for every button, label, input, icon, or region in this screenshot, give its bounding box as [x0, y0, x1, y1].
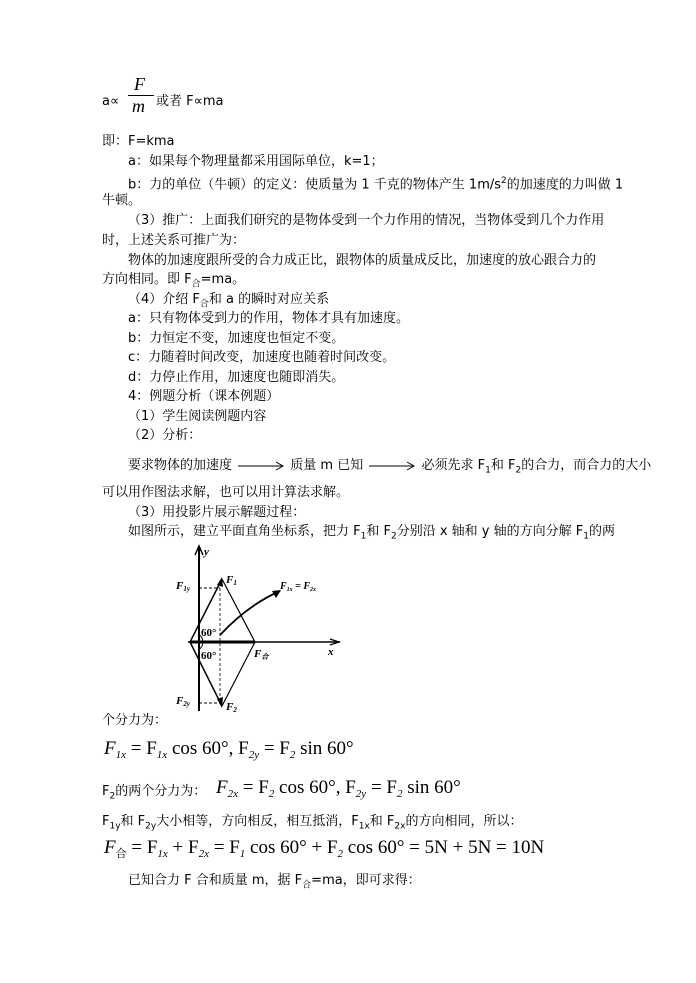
fraction-denominator: m [132, 96, 145, 116]
text-line-25-e: 的方向相同，所以： [405, 814, 523, 829]
label-resultant: F合 [254, 648, 269, 661]
text-line-21: 个分力为： [102, 713, 168, 728]
label-angle-bottom: 60° [201, 650, 217, 662]
curved-pointer [220, 591, 280, 635]
text-line-17-c: 必须先求 F [421, 458, 486, 473]
text-line-3-b: 的加速度的力叫做 1 [506, 177, 624, 193]
force-decomposition-diagram [168, 543, 348, 713]
text-line-7: 物体的加速度跟所受的合力成正比，跟物体的质量成反比，加速度的放心跟合力的 [128, 253, 597, 268]
text-line-15: （1）学生阅读例题内容 [128, 409, 267, 424]
eq3-part-e: cos 60° + F [245, 837, 338, 858]
label-equal-components: $F_{1x} = F_{2x}$ [280, 581, 317, 593]
text-line-17-e: 的合力，而合力的大小 [521, 458, 652, 473]
text-line-13: d：力停止作用，加速度也随即消失。 [128, 370, 345, 385]
text-line-14: 4：例题分析（课本例题） [128, 389, 280, 404]
parallelogram-side-bottom [222, 642, 255, 706]
text-line-8-sub: 合 [191, 279, 201, 290]
eq1-sub-c: 2y [248, 749, 260, 761]
eq2-sub-d: 2 [396, 788, 403, 800]
text-line-25-d: 和 F [369, 814, 395, 829]
eq3-sub-d: 1 [239, 848, 246, 860]
text-line-23-a: F [102, 784, 110, 799]
eq2-part-e: sin 60° [402, 777, 461, 798]
text-line-3 [128, 172, 623, 194]
label-x: x [328, 646, 334, 658]
label-f1: F1 [226, 574, 237, 587]
formula-suffix: 或者 F∝ma [156, 94, 224, 109]
text-line-20-b: 和 F [366, 524, 391, 539]
formula-proportional [102, 93, 119, 111]
equation-3 [104, 837, 544, 861]
label-y: y [204, 546, 209, 558]
text-line-18: 可以用作图法求解，也可以用计算法求解。 [102, 485, 350, 500]
text-line-20-c: 分别沿 x 轴和 y 轴的方向分解 F [396, 524, 584, 539]
text-line-1: 即：F=kma [102, 134, 175, 149]
text-line-10: a：只有物体受到力的作用，物体才具有加速度。 [128, 311, 409, 326]
text-line-8-a: 方向相同。即 F [102, 272, 192, 287]
eq1-part-e: sin 60° [295, 738, 354, 759]
eq1-sub-d: 2 [289, 749, 296, 761]
text-line-20-sub1: 1 [360, 531, 367, 542]
text-line-16: （2）分析： [128, 428, 202, 443]
eq2-part-b: = F [238, 777, 269, 798]
text-line-6: 时，上述关系可推广为： [102, 233, 246, 248]
label-f1y: F1y [176, 580, 190, 593]
text-line-12: c：力随着时间改变，加速度也随着时间改变。 [128, 350, 396, 365]
eq3-part-a: F [104, 837, 116, 858]
eq2-sub-b: 2 [268, 788, 275, 800]
text-line-20-sub2: 2 [390, 531, 397, 542]
label-f2: F2 [226, 701, 237, 713]
text-line-27-b: =ma，即可求得： [311, 873, 421, 888]
text-line-23-sub: 2 [109, 791, 116, 802]
text-line-25-s3: 1x [358, 821, 370, 832]
text-line-4: 牛顿。 [102, 193, 142, 208]
eq3-sub-e: 2 [337, 848, 343, 860]
label-angle-top: 60° [201, 627, 217, 639]
text-line-17-b: 质量 m 已知 [290, 458, 364, 473]
text-line-3-sup: 2 [501, 176, 507, 186]
eq1-sub-a: 1x [115, 749, 126, 761]
eq1-part-b: = F [126, 738, 157, 759]
text-line-5: （3）推广：上面我们研究的是物体受到一个力作用的情况，当物体受到几个力作用 [128, 213, 605, 228]
eq3-part-c: + F [167, 837, 199, 858]
text-line-9-sub: 合 [199, 299, 209, 310]
eq2-part-c: cos 60°, F [274, 777, 356, 798]
eq3-part-d: = F [208, 837, 240, 858]
text-line-17-sub1: 1 [485, 465, 491, 476]
right-arrow-icon [367, 461, 417, 471]
formula-prefix: a∝ [102, 94, 120, 109]
text-line-9-b: 和 a 的瞬时对应关系 [208, 292, 330, 307]
text-line-25 [102, 813, 522, 836]
eq2-part-a: F [216, 777, 228, 798]
eq2-part-d: = F [366, 777, 397, 798]
text-line-17-sub2: 2 [515, 465, 522, 476]
text-line-20-a: 如图所示，建立平面直角坐标系，把力 F [128, 524, 361, 539]
text-line-25-b: 和 F [120, 814, 146, 829]
text-line-25-s2: 2y [145, 821, 157, 832]
text-line-27-sub: 合 [302, 880, 312, 891]
eq1-part-a: F [104, 738, 116, 759]
text-line-20-sub3: 1 [583, 531, 589, 542]
eq3-sub-a: 合 [115, 847, 127, 860]
text-line-17-a: 要求物体的加速度 [128, 458, 233, 473]
text-line-25-s1: 1y [109, 821, 121, 832]
eq3-part-b: = F [126, 837, 158, 858]
eq3-sub-b: 1x [157, 848, 168, 860]
eq3-sub-c: 2x [198, 848, 209, 860]
right-arrow-icon [236, 461, 286, 471]
parallelogram-side-top [222, 579, 255, 642]
text-line-3-a: b：力的单位（牛顿）的定义：使质量为 1 千克的物体产生 1m/s [128, 177, 502, 193]
eq1-part-d: = F [259, 738, 290, 759]
text-line-27 [128, 872, 421, 895]
text-line-25-a: F [102, 814, 110, 829]
text-line-25-s4: 2x [394, 821, 406, 832]
text-line-25-c: 大小相等，方向相反，相互抵消，F [156, 814, 359, 829]
eq2-sub-c: 2y [355, 788, 367, 800]
equation-1 [104, 738, 354, 761]
eq3-part-f: cos 60° = 5N + 5N = 10N [343, 837, 545, 858]
equation-2 [216, 777, 461, 800]
text-line-11: b：力恒定不变，加速度也恒定不变。 [128, 331, 345, 346]
text-line-27-a: 已知合力 F 合和质量 m，据 F [128, 873, 303, 888]
eq1-part-c: cos 60°, F [167, 738, 249, 759]
label-f2y: F2y [176, 695, 190, 708]
text-line-2: a：如果每个物理量都采用国际单位，k=1； [128, 154, 384, 169]
text-line-8-b: =ma。 [200, 272, 246, 287]
text-line-17 [128, 457, 651, 480]
text-line-23 [102, 783, 206, 806]
fraction-numerator: F [134, 74, 145, 94]
text-line-9-a: （4）介绍 F [128, 292, 200, 307]
text-line-20-d: 的两 [588, 524, 615, 539]
text-line-19: （3）用投影片展示解题过程： [128, 505, 306, 520]
text-line-17-d: 和 F [490, 458, 516, 473]
text-line-23-b: 的两个分力为： [115, 784, 207, 799]
eq2-sub-a: 2x [227, 788, 238, 800]
eq1-sub-b: 1x [156, 749, 168, 761]
